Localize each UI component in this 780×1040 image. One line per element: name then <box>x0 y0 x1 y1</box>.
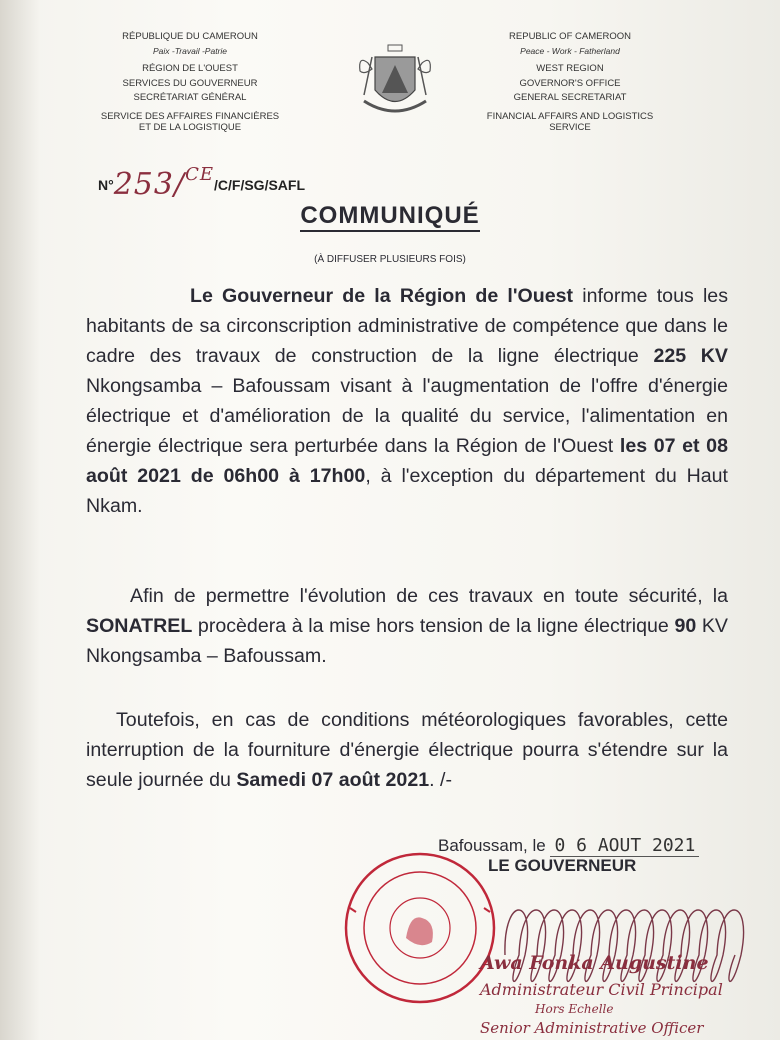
header-country-fr: RÉPUBLIQUE DU CAMEROUN <box>122 31 258 42</box>
signatory-grade: Hors Echelle <box>535 1001 614 1016</box>
page-shadow <box>0 0 40 1040</box>
paragraph-1: Le Gouverneur de la Région de l'Ouest informe tous les habitants de sa circonscription administrative de compétence que dans le cadre des travaux de construction de la ligne électrique 225 KV Nkongsamba – Bafoussam visant à l'augmentation de l'offre d'énergie électrique et d'amélioration de la qualité du service, l'alimentation en énergie électrique sera perturbée dans la Région de l'Ouest les 07 et 08 août 2021 de 06h00 à 17h00, à l'exception du département du Haut Nkam. <box>86 285 729 517</box>
header-right <box>470 30 670 134</box>
document-title: COMMUNIQUÉ <box>0 202 780 230</box>
header-left <box>95 30 285 134</box>
signature-block <box>480 950 723 1040</box>
header-office-fr: SERVICES DU GOUVERNEUR <box>122 77 258 89</box>
reference-number <box>98 163 306 202</box>
header-office-en: GOVERNOR'S OFFICE <box>519 77 621 89</box>
header-secretariat-fr: SECRÉTARIAT GÉNÉRAL <box>133 92 247 104</box>
header-service-en-1: FINANCIAL AFFAIRS AND LOGISTICS <box>486 111 654 123</box>
header-service-fr-1: SERVICE DES AFFAIRES FINANCIÈRES <box>100 111 280 123</box>
header-secretariat-en: GENERAL SECRETARIAT <box>513 92 627 104</box>
header-motto-en: Peace - Work - Fatherland <box>520 45 620 56</box>
header-service-fr-2: ET DE LA LOGISTIQUE <box>138 122 242 134</box>
header-motto-fr: Paix -Travail -Patrie <box>153 45 227 56</box>
signatory-rank: Administrateur Civil Principal <box>480 979 723 999</box>
header-country-en: REPUBLIC OF CAMEROON <box>509 31 631 42</box>
document-subtitle: (À DIFFUSER PLUSIEURS FOIS) <box>314 254 466 265</box>
signatory-rank-en: Senior Administrative Officer <box>480 1019 704 1038</box>
paragraph-3: Toutefois, en cas de conditions météorologiques favorables, cette interruption de la fourniture d'énergie électrique pourra s'étendre sur la seule journée du Samedi 07 août 2021. /- <box>86 709 728 791</box>
reference-handwritten-suffix: CE <box>185 164 215 185</box>
place-label: Bafoussam, le <box>438 836 546 855</box>
header-region-fr: RÉGION DE L'OUEST <box>142 62 238 74</box>
coat-of-arms-icon <box>350 35 440 130</box>
official-stamp <box>340 848 500 1008</box>
paragraph-2: Afin de permettre l'évolution de ces travaux en toute sécurité, la SONATREL procèdera à la mise hors tension de la ligne électrique 90 KV Nkongsamba – Bafoussam. <box>86 585 728 667</box>
signatory-name: Awa Fonka Augustine <box>480 952 709 974</box>
reference-handwritten-number: 253/ <box>113 167 186 202</box>
header-service-en-2: SERVICE <box>549 122 591 134</box>
reference-prefix: N° <box>98 177 114 193</box>
signatory-title: LE GOUVERNEUR <box>488 856 637 875</box>
reference-suffix: /C/F/SG/SAFL <box>214 177 306 193</box>
signature-date: 0 6 AOUT 2021 <box>550 835 699 857</box>
header-region-en: WEST REGION <box>536 62 604 74</box>
